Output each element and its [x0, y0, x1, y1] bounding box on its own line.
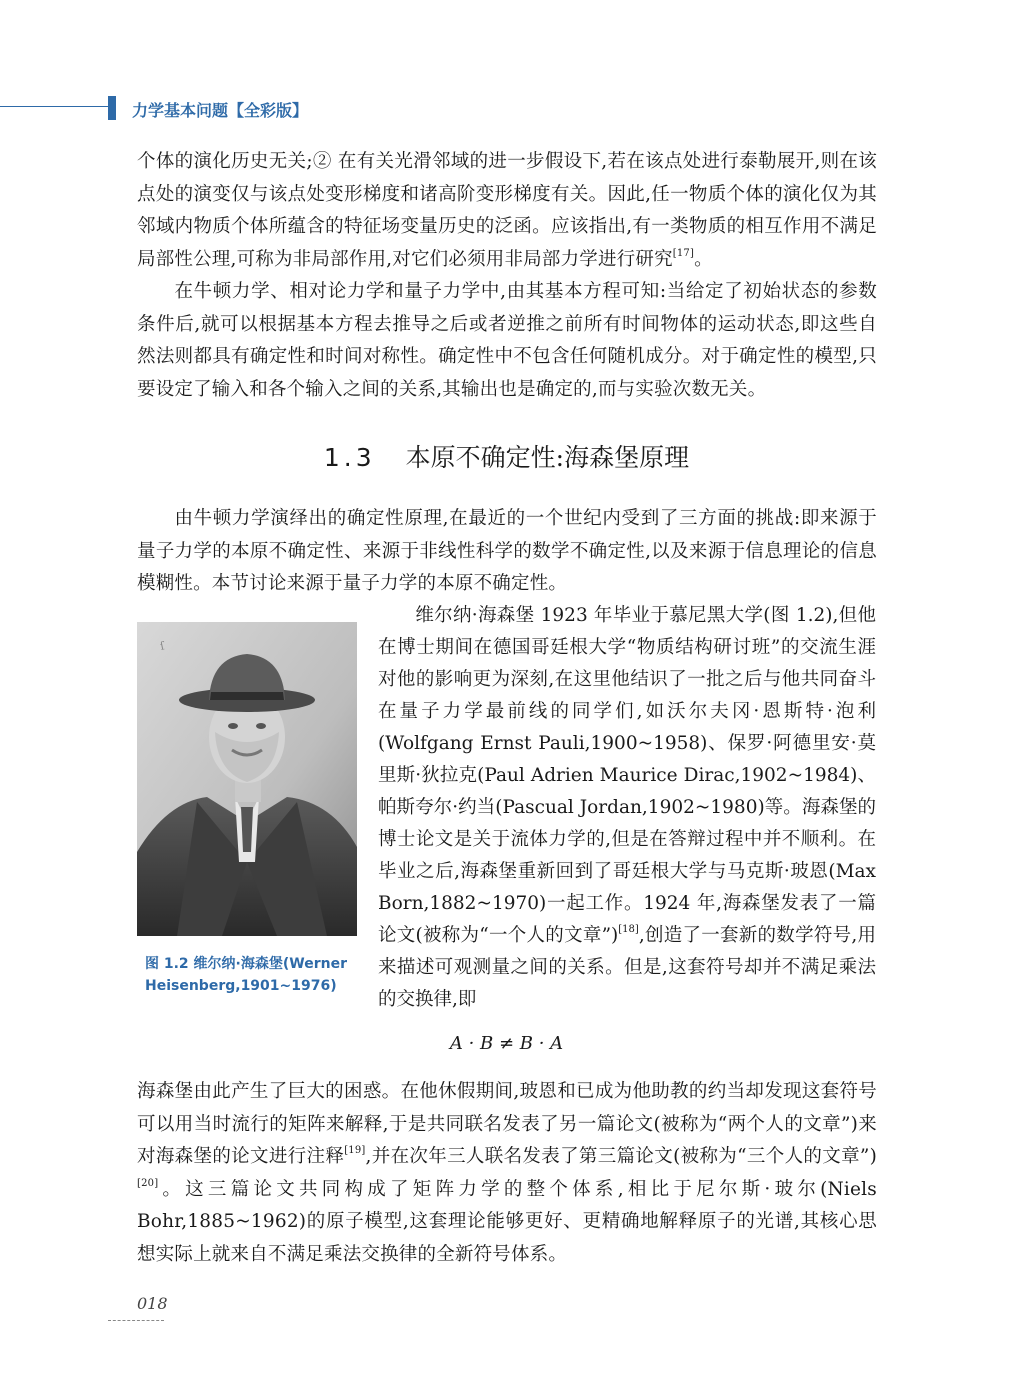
header-rule [0, 106, 108, 107]
paragraph-3-text: 由牛顿力学演绎出的确定性原理,在最近的一个世纪内受到了三方面的挑战:即来源于量子力学的本原不确定性、来源于非线性科学的数学不确定性,以及来源于信息理论的信息模糊性。本节讨论来源于量子力学的本原不确定性。 [137, 508, 877, 594]
paragraph-1 [137, 146, 877, 276]
paragraph-4-text-b: ,并在次年三人联名发表了第三篇论文(被称为“三个人的文章”) [365, 1146, 878, 1167]
paragraph-2 [137, 276, 877, 406]
heisenberg-photo [137, 622, 357, 936]
section-heading [0, 440, 1013, 476]
section-number: 1.3 [323, 443, 376, 472]
paragraph-4-text-c: 。这三篇论文共同构成了矩阵力学的整个体系,相比于尼尔斯·玻尔(Niels Bohr,1885~1962)的原子模型,这套理论能够更好、更精确地解释原子的光谱,其核心思想实际上就来自不满足乘法交换律的全新符号体系。 [137, 1178, 877, 1265]
footer-dash-rule [108, 1320, 164, 1321]
paragraph-3 [137, 503, 877, 601]
paragraph-1-text: 个体的演化历史无关;② 在有关光滑邻域的进一步假设下,若在该点处进行泰勒展开,则在该点处的演变仅与该点处变形梯度和诸高阶变形梯度有关。因此,任一物质个体的演化仅为其邻域内物质个体所蕴含的特征场变量历史的泛函。应该指出,有一类物质的相互作用不满足局部性公理,可称为非局部作用,对它们必须用非局部力学进行研究 [137, 151, 877, 270]
page-number: 018 [137, 1294, 168, 1313]
header-accent-bar [108, 96, 116, 120]
commutation-formula: A · B ≠ B · A [449, 1033, 564, 1054]
citation-18[interactable]: [18] [618, 924, 639, 935]
side-paragraph-text-b: ,创造了一套新的数学符号,用来描述可观测量之间的关系。但是,这套符号却并不满足乘法的交换律,即 [378, 925, 876, 1010]
side-paragraph [378, 600, 876, 1016]
paragraph-2-text: 在牛顿力学、相对论力学和量子力学中,由其基本方程可知:当给定了初始状态的参数条件后,就可以根据基本方程去推导之后或者逆推之前所有时间物体的运动状态,即这些自然法则都具有确定性和时间对称性。确定性中不包含任何随机成分。对于确定性的模型,只要设定了输入和各个输入之间的关系,其输出也是确定的,而与实验次数无关。 [137, 281, 877, 400]
paragraph-1-end: 。 [694, 248, 713, 270]
svg-text:ſ: ſ [158, 639, 166, 653]
citation-17[interactable]: [17] [672, 247, 695, 259]
citation-20[interactable]: [20] [137, 1177, 159, 1189]
side-paragraph-text-a: 维尔纳·海森堡 1923 年毕业于慕尼黑大学(图 1.2),但他在博士期间在德国哥廷根大学“物质结构研讨班”的交流生涯对他的影响更为深刻,在这里他结识了一批之后与他共同奋斗在量子力学最前线的同学们,如沃尔夫冈·恩斯特·泡利(Wolfgang Ernst Pauli,1900~1958)、保罗·阿德里安·莫里斯·狄拉克(Paul Adrien Maurice Dirac,1902~1984)、帕斯夸尔·约当(Pascual Jordan,1902~1980)等。海森堡的博士论文是关于流体力学的,但是在答辩过程中并不顺利。在毕业之后,海森堡重新回到了哥廷根大学与马克斯·玻恩(Max Born,1882~1970)一起工作。1924 年,海森堡发表了一篇论文(被称为“一个人的文章”) [378, 605, 876, 946]
paragraph-4 [137, 1076, 877, 1271]
paragraph-4-text-a: 海森堡由此产生了巨大的困惑。在他休假期间,玻恩和已成为他助教的约当却发现这套符号可以用当时流行的矩阵来解释,于是共同联名发表了另一篇论文(被称为“两个人的文章”)来对海森堡的论文进行注释 [137, 1081, 877, 1167]
section-title: 本原不确定性:海森堡原理 [405, 443, 690, 472]
figure-caption: 图 1.2 维尔纳·海森堡(Werner Heisenberg,1901~1976) [145, 956, 347, 994]
citation-19[interactable]: [19] [344, 1145, 366, 1156]
running-header-title: 力学基本问题【全彩版】 [132, 101, 309, 120]
